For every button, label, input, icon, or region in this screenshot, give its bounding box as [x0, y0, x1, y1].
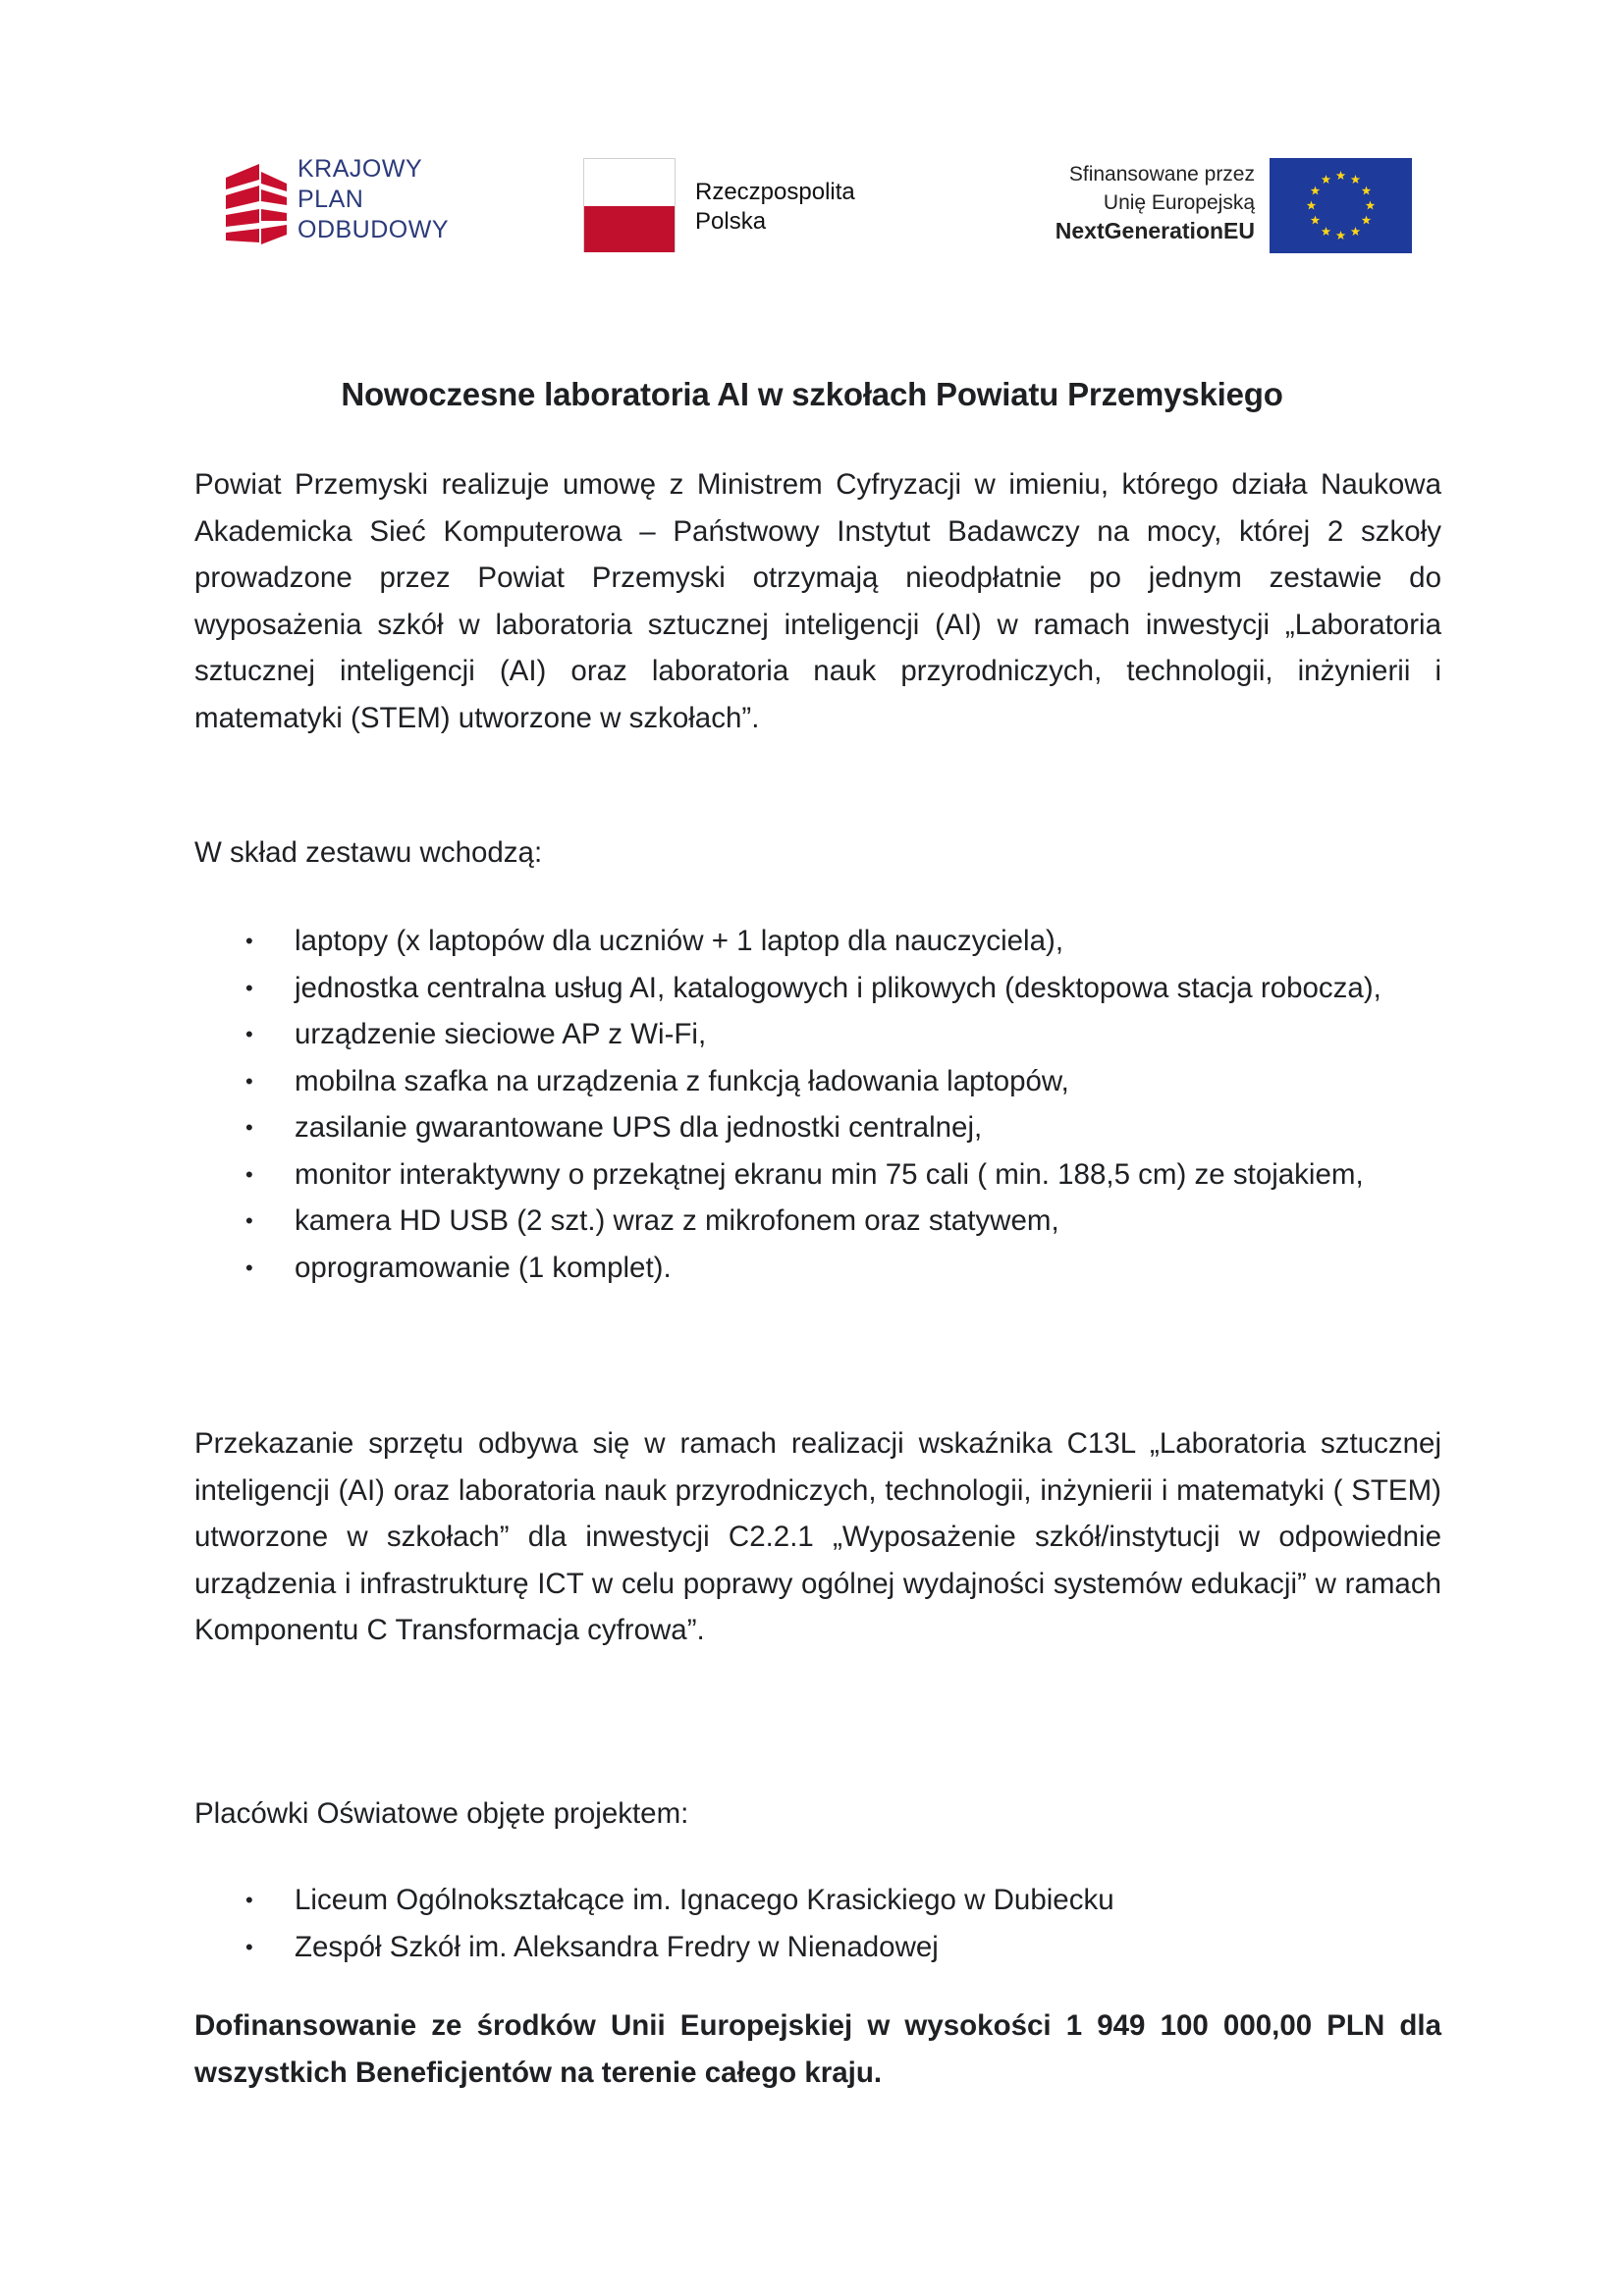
kpo-logo — [224, 154, 528, 252]
eu-line-3: NextGenerationEU — [1055, 218, 1255, 243]
intro-paragraph: Powiat Przemyski realizuje umowę z Ministrem Cyfryzacji w imieniu, którego działa Naukowa Akademicka Sieć Komputerowa – Państwowy Instytut Badawczy na mocy, której 2 szkoły prowadzone przez Powiat Przemyski otrzymają nieodpłatnie po jednym zestawie do wyposażenia szkół w laboratoria sztucznej inteligencji (AI) w ramach inwestycji „Laboratoria sztucznej inteligencji (AI) oraz laboratoria nauk przyrodniczych, technologii, inżynierii i matematyki (STEM) utworzone w szkołach”. — [194, 468, 1441, 734]
list-item: • jednostka centralna usług AI, katalogowych i plikowych (desktopowa stacja robocza), — [194, 965, 1441, 1012]
kpo-building-icon — [224, 158, 289, 248]
polish-flag-icon — [583, 158, 676, 252]
kpo-line-1: KRAJOWY — [298, 155, 423, 183]
set-heading: W skład zestawu wchodzą: — [194, 836, 543, 869]
bullet-icon: • — [245, 1255, 253, 1280]
eu-flag-icon — [1270, 158, 1412, 253]
bullet-icon: • — [245, 1934, 253, 1959]
bullet-icon: • — [245, 1068, 253, 1094]
list-item: • oprogramowanie (1 komplet). — [194, 1245, 1441, 1292]
eu-line-1: Sfinansowane przez — [1068, 163, 1255, 186]
bullet-icon: • — [245, 1115, 253, 1140]
schools-list — [194, 1877, 1441, 1970]
list-item: • urządzenie sieciowe AP z Wi-Fi, — [194, 1011, 1441, 1058]
list-item: • monitor interaktywny o przekątnej ekranu min 75 cali ( min. 188,5 cm) ze stojakiem, — [194, 1151, 1441, 1199]
rp-line-1: Rzeczpospolita — [695, 179, 855, 205]
list-item: • laptopy (x laptopów dla uczniów + 1 laptop dla nauczyciela), — [194, 918, 1441, 965]
schools-heading: Placówki Oświatowe objęte projektem: — [194, 1797, 689, 1830]
eu-logo — [1009, 158, 1412, 252]
bullet-icon: • — [245, 1022, 253, 1046]
funding-paragraph: Dofinansowanie ze środków Unii Europejskiej w wysokości 1 949 100 000,00 PLN dla wszystkich Beneficjentów na terenie całego kraju. — [194, 2009, 1441, 2089]
poland-logo — [583, 158, 956, 252]
bullet-icon: • — [245, 1161, 253, 1187]
bullet-icon: • — [245, 975, 253, 1000]
page-title: Nowoczesne laboratoria AI w szkołach Powiatu Przemyskiego — [341, 376, 1283, 412]
logo-bar — [224, 152, 1412, 260]
eu-line-2: Unię Europejską — [1103, 191, 1255, 214]
set-items-list — [194, 918, 1441, 1291]
bullet-icon: • — [245, 1208, 253, 1233]
bullet-icon: • — [245, 1888, 253, 1912]
kpo-line-3: ODBUDOWY — [298, 216, 449, 243]
list-item: • Liceum Ogólnokształcące im. Ignacego Krasickiego w Dubiecku — [194, 1877, 1441, 1924]
bullet-icon: • — [245, 929, 253, 953]
kpo-line-2: PLAN — [298, 186, 364, 213]
list-item: • mobilna szafka na urządzenia z funkcją ładowania laptopów, — [194, 1058, 1441, 1105]
list-item: • kamera HD USB (2 szt.) wraz z mikrofonem oraz statywem, — [194, 1198, 1441, 1245]
list-item: • Zespół Szkół im. Aleksandra Fredry w Nienadowej — [194, 1924, 1441, 1971]
rp-line-2: Polska — [695, 208, 767, 235]
list-item: • zasilanie gwarantowane UPS dla jednostki centralnej, — [194, 1104, 1441, 1151]
transfer-paragraph: Przekazanie sprzętu odbywa się w ramach realizacji wskaźnika C13L „Laboratoria sztucznej inteligencji (AI) oraz laboratoria nauk przyrodniczych, technologii, inżynierii i matematyki ( STEM) utworzone w szkołach” dla inwestycji C2.2.1 „Wyposażenie szkół/instytucji w odpowiednie urządzenia i infrastrukturę ICT w celu poprawy ogólnej wydajności systemów edukacji” w ramach Komponentu C Transformacja cyfrowa”. — [194, 1427, 1441, 1646]
